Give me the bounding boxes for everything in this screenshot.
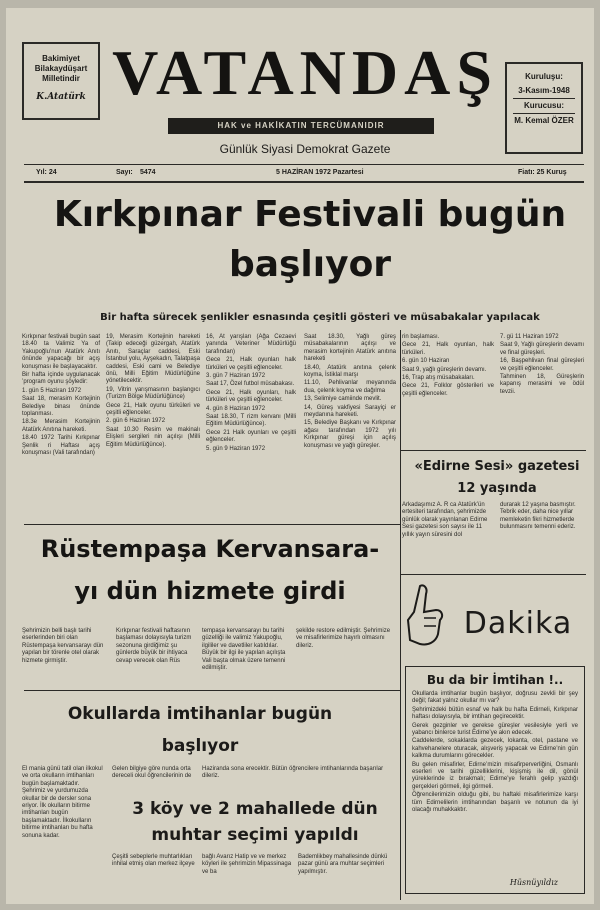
paragraph: 2. gün 6 Haziran 1972 — [106, 418, 166, 425]
paragraph: Gece 21, Halk oyunu türküleri ve çeşitli eğlenceler. — [106, 402, 200, 417]
paragraph: Bir hafta içinde uygulanacak ’program oyunu şöyledir: — [22, 372, 100, 386]
paragraph: Gece 21, Halk oyunları halk türküleri ve çeşitli eğlenceler. — [206, 357, 296, 371]
dakika-body — [412, 691, 578, 815]
rustem-column-2: Kırkpınar festivali haftasının başlaması dolayısıyla turizm sezonuna girdiğimiz şu günlerde büyük bir ihtiyaca cevap verecek olan Rüs — [116, 628, 192, 664]
paragraph: 13, Selimiye camiinde mevlit. — [304, 396, 382, 403]
section-rule — [400, 450, 586, 451]
paragraph: Saat 10.30 Resim ve makinalı Elişleri sergileri nin açılışı (Milli Eğitim Müdürlüğünce). — [106, 426, 200, 448]
founder-name: M. Kemal ÖZER — [514, 116, 574, 125]
dakika-headline: Bu da bir İmtihan !.. — [426, 673, 564, 687]
edirne-text-right: durarak 12 yaşına basmıştır. Tebrik eder, daha nice yıllar memleketin fikri hizmetlerde bulunmasını temenni ederiz. — [500, 502, 576, 531]
rustem-column-3: tempaşa kervansarayı bu tarihi güzelliği ile valimiz Yakupoğlu, ilgililer ve davetliler katıldılar. Büyük bir ilgi ile yapılan açılışta Vali başta olmak üzere temenni edilmiştir. — [202, 628, 286, 672]
edirne-headline-line: «Edirne Sesi» gazetesi — [414, 459, 580, 474]
founded-date: 3-Kasım-1948 — [518, 86, 570, 95]
paragraph: Gece 21, Halk oyunları, halk türküleri ve çeşitli eğlenceler. — [206, 389, 296, 404]
okul-column-1: El mania günü tatil olan ilkokul ve orta okulların imtihanları bugün başlamaktadır. Şehrimiz ve yurdumuzda okullar bir de dersler sona eriyor. İlk okulların bitirme imtihanları bugün başlamaktadır. İlkokulların bitirme imtihanları bu hafta sonuna kadar. — [22, 766, 103, 839]
paragraph: Kırkpınar festivali bugün saat 18.40 ta Valimiz Ya of Yakupoğlu’nun Atatürk Anıtı önünde yapacağı bir açış konuşması ile başlayacaktır. — [22, 334, 100, 370]
dakika-column-title: Dakika — [463, 606, 573, 641]
newspaper-subtitle: Günlük Siyasi Demokrat Gazete — [219, 142, 391, 156]
paragraph: Gece 21, Halk oyunları, halk türküleri. — [402, 342, 494, 356]
section-rule — [24, 524, 400, 525]
muhtar-column-3: Bademlikbey mahallesinde dünkü pazar günü ara muhtar seçimleri yapılmıştır. — [298, 854, 388, 875]
muhtar-column-1: Çeşitli sebeplerle muhtarlıkları inhilal etmiş olan merkez ilçeye — [112, 854, 195, 868]
rustem-headline-line: yı dün hizmete girdi — [74, 577, 346, 605]
paragraph: Gerek gezginler ve gerekse güreşler vesilesiyle yerli ve yabancı binlerce turist Edirne’ye akın edecek. — [412, 722, 578, 737]
edirne-headline-line: 12 yaşında — [457, 481, 537, 496]
paragraph: 18.3e Merasim Kortejinin Atatürk Anıtına hareketi. — [22, 419, 100, 433]
column-rule — [400, 330, 401, 900]
paragraph: 19, Vitrin yarışmasının başlangıcı (Turizm Bölge Müdürlüğünce) — [106, 386, 200, 401]
paragraph: Şehrimizdeki bütün esnaf ve halk bu hafta Edirneli, Kırkpınar haftası dolayısıyla, bir imtihan geçirecektir. — [412, 706, 578, 721]
lead-headline — [40, 190, 580, 290]
rustem-headline — [20, 528, 400, 612]
masthead-rule — [24, 181, 584, 183]
rustem-headline-line: Rüstempaşa Kervansara- — [40, 535, 380, 563]
paragraph: Gece 21 Halk oyunları ve çeşitli eğlenceler. — [206, 429, 296, 444]
paragraph: 19, Merasim Kortejinin hareketi (Takip edeceği güzergah, Atatürk Anıtı, Saraçlar caddesi, Eski İstanbul yolu, Ayşekadın, Talatpaşa caddesi, Eski cami ve Belediye önü, Milli Eğitim Müdürlüğüne yönetilecektir. — [106, 334, 200, 385]
paragraph: 16, Trap atış müsabakaları. — [402, 375, 475, 382]
muhtar-column-2: bağlı Avarız Hatip ve ve merkez köyleri ile şehrimizin Mipassinaga ve ba — [202, 854, 292, 875]
lead-column-5 — [402, 334, 494, 424]
paragraph: Caddelerde, sokaklarda gezecek, lokanta, otel, pastane ve kahvehanelere oturacak, alışveriş yapacak ve Edirne’nin gün kalkma durumlarını görecekler. — [412, 738, 578, 760]
paragraph: rin başlaması. — [402, 334, 440, 340]
founder-label: Kurucusu: — [524, 101, 564, 110]
lead-column-1 — [22, 334, 100, 514]
rustem-column-4: şekilde restore edilmiştir. Şehrimize ve misafirlerimize hayırlı olmasını dileriz. — [296, 628, 391, 649]
lead-headline-line: Kırkpınar Festivali bugün — [53, 194, 567, 235]
paragraph: 11.10, Pehlivanlar meyanında dua, çelenk koyma ve dağılma — [304, 380, 396, 394]
lead-column-6 — [500, 334, 584, 424]
paragraph: 16, Başpehlivan final güreşleri ve çeşitli eğlenceler. — [500, 358, 584, 372]
dakika-box — [405, 666, 585, 894]
paragraph: Öğrencilerimizin olduğu gibi, bu haftaki misafirlerimize karşı tüm Edirnelilerin imtihanından başarılı ve notunun da iyi olacağı muhakkaktır. — [412, 792, 578, 814]
muhtar-headline-line: muhtar seçimi yapıldı — [151, 825, 359, 845]
rustem-column-1: Şehrimizin belli başlı tarihi eserlerinden biri olan Rüstempaşa kervansarayı dün yapılan bir törenle otel olarak hizmete girmiştir. — [22, 628, 104, 664]
paragraph: 18.40, Atatürk anıtına çelenk koyma, İstiklal marşı — [304, 364, 396, 379]
paragraph: 5. gün 9 Haziran 1972 — [206, 445, 266, 452]
lead-column-3 — [206, 334, 296, 534]
muhtar-headline — [110, 796, 400, 848]
paragraph: Tahminen 18, Güreşlerin kapanış merasimi ve ödül tevzii. — [500, 374, 584, 395]
paragraph: 3. gün 7 Haziran 1972 — [206, 373, 266, 380]
okul-column-2: Gelen bilgiye göre nunda orta dereceli okul öğrencilerinin de — [112, 766, 192, 780]
lead-headline-line: başlıyor — [228, 244, 392, 285]
paragraph: 4. gün 8 Haziran 1972 — [206, 405, 266, 412]
motto-line: Bilakaydüşart — [34, 64, 88, 73]
ataturk-signature: K.Atatürk — [36, 92, 86, 102]
lead-column-4 — [304, 334, 396, 534]
paragraph: 16, At yarışları (Ağa Cezaevi yanında Veteriner Müdürlüğü tarafından) — [206, 334, 296, 355]
okul-headline-line: Okullarda imtihanlar bugün — [67, 704, 333, 724]
paragraph: Saat 9, Yağlı güreşlerin devamı ve final güreşleri. — [500, 342, 584, 356]
edirne-text-left: Arkadaşımız A. R ca Atatürk’ün ertesiteri tarafından, şehrimizde günlük olarak yayınlanan Edirne Sesi gazetesi son sayısı ile 11 yıllık yayın süresini dol — [402, 502, 488, 538]
lead-deck: Bir hafta sürecek şenlikler esnasında çeşitli gösteri ve müsabakalar yapılacak — [100, 312, 540, 323]
paragraph: Bu gelen misafirler, Edirne’mizin misafirperverliğini, Osmanlı eserleri ve tarihi güzelliklerini, kişişmiş ile dil, gönül yüreklerinde iz bırakmalı; Edirne’ye ferahlı gelip yazdığı gerçekleri görmeli, ilgi görmeli. — [412, 761, 578, 790]
paragraph: 15, Belediye Başkanı ve Kırkpınar ağası tarafından 1972 yılı Kırkpınar güreşi için açılış konuşması ve yağlı güreşler. — [304, 420, 396, 449]
muhtar-headline-line: 3 köy ve 2 mahallede dün — [132, 799, 378, 819]
paragraph: 7. gü 11 Haziran 1972 — [500, 334, 559, 340]
section-rule — [400, 574, 586, 575]
paragraph: 1. gün 5 Haziran 1972 — [22, 387, 82, 394]
edirne-headline — [402, 456, 592, 500]
box-divider — [513, 113, 575, 114]
paragraph: Gece 21, Folklor gösterileri ve çeşitli eğlenceler. — [402, 383, 494, 397]
founded-label: Kuruluşu: — [525, 72, 563, 81]
paragraph: Saat 17, Özel futbol müsabakası. — [206, 381, 295, 388]
paragraph: Saat 18, merasim Kortejinin Belediye binası önünde toplanması. — [22, 396, 100, 418]
paragraph: 6. gün 10 Haziran — [402, 358, 450, 365]
paragraph: Saat 18.30, T rizm kervanı (Milli Eğitim Müdürlüğünce). — [206, 414, 296, 428]
paragraph: 14, Güreş vakfiyesi Sarayiçi er meydanına hareketi. — [304, 404, 396, 419]
pointing-hand-icon — [402, 582, 448, 652]
issue-price: Fiatı: 25 Kuruş — [518, 169, 567, 176]
issue-date: 5 HAZİRAN 1972 Pazartesi — [276, 169, 364, 176]
masthead-motto-box — [22, 42, 100, 120]
newspaper-motto: HAK ve HAKİKATIN TERCÜMANIDIR — [168, 118, 434, 134]
motto-line: Milletindir — [42, 74, 80, 83]
dakika-signature: Hüsnüyıldız — [509, 878, 558, 887]
paragraph: Okullarda imtihanlar bugün başlıyor, doğrusu zevkli bir şey değil; fakat yalnız okullar mı var? — [412, 691, 578, 705]
motto-line: Bakimiyet — [42, 54, 80, 63]
masthead-rule — [24, 164, 584, 165]
issue-number-label: Sayı: — [116, 169, 133, 176]
issue-info-row — [28, 166, 588, 180]
founder-box — [505, 62, 583, 154]
newspaper-title: VATANDAŞ — [112, 37, 498, 108]
issue-number: 5474 — [140, 169, 156, 176]
okul-headline-line: başlıyor — [161, 736, 239, 756]
okul-column-3: Haziranda sona erecektir. Bütün öğrencilere imtihanlarında başarılar dileriz. — [202, 766, 384, 780]
issue-volume: Yıl: 24 — [36, 169, 57, 176]
box-divider — [513, 98, 575, 99]
paragraph: Saat 18.30, Yağlı güreş müsabakalarının açılışı ve merasim kortejinin Atatürk anıtına hareketi — [304, 334, 396, 363]
paragraph: Saat 9, yağlı güreşlerin devamı. — [402, 366, 487, 373]
paragraph: 18.40 1972 Tarihi Kırkpınar Şenlik ri Haftası açış konuşması (Vali tarafından) — [22, 435, 100, 457]
section-rule — [24, 690, 400, 691]
okul-headline — [20, 698, 380, 762]
lead-column-2 — [106, 334, 200, 514]
